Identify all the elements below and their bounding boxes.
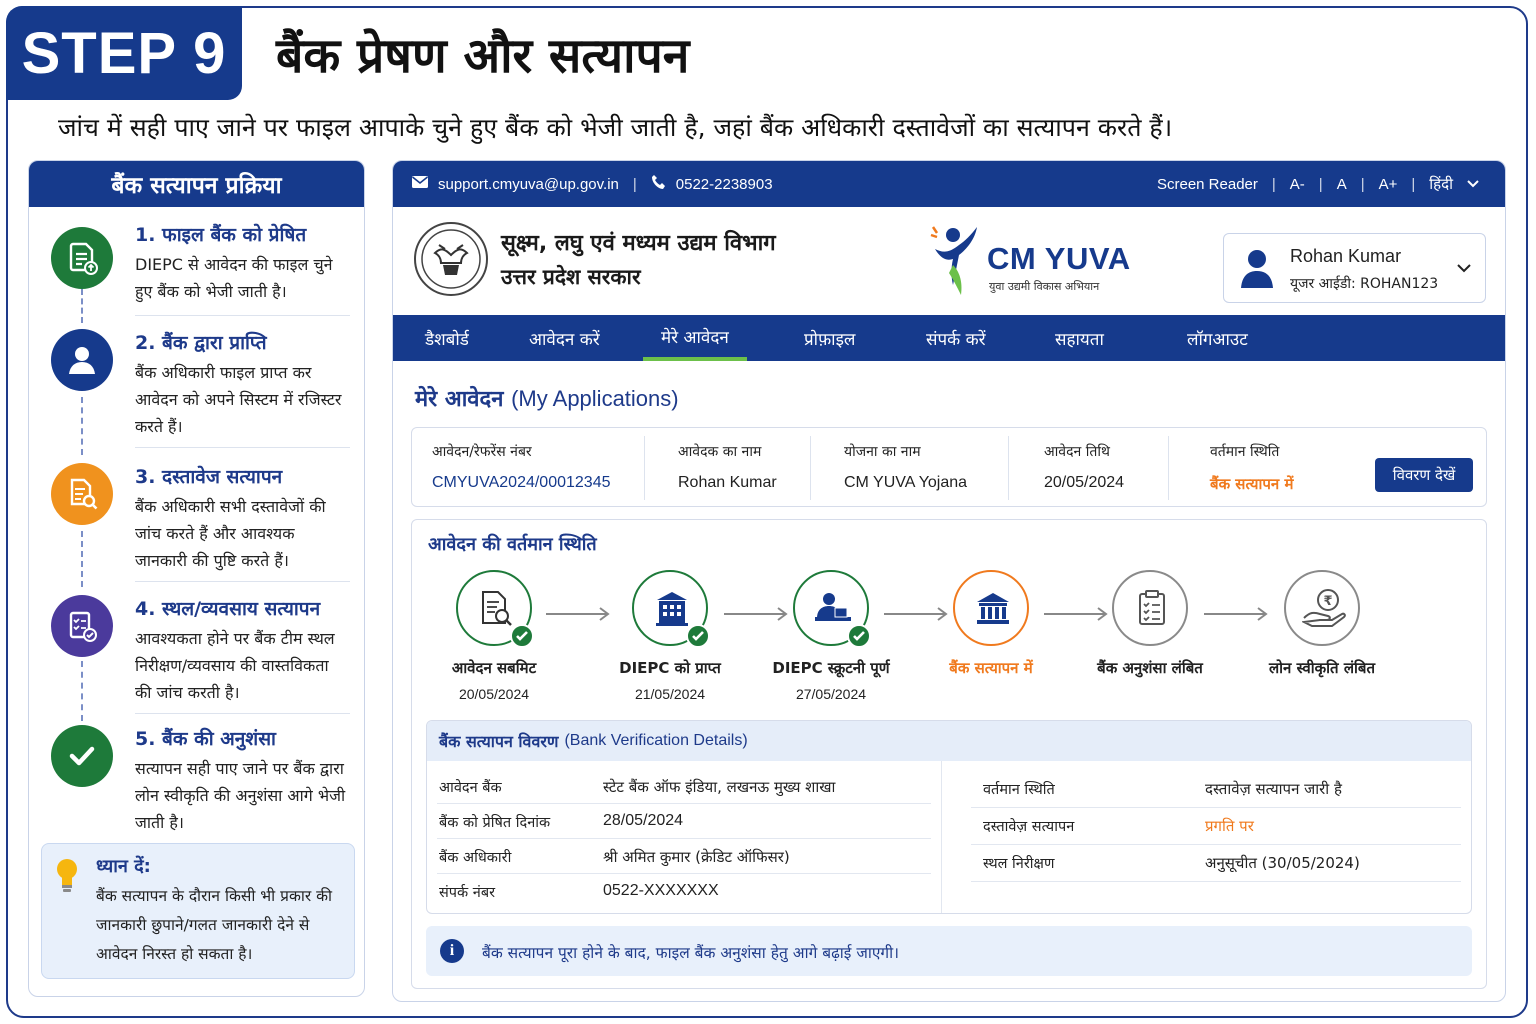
svg-text:₹: ₹ (1323, 594, 1333, 609)
note-box (41, 843, 355, 979)
name-column (658, 428, 824, 508)
bank-status-row (941, 808, 1455, 843)
font-normal-button[interactable]: A (1336, 175, 1347, 193)
divider: | (1411, 175, 1416, 193)
connector-line (81, 531, 83, 587)
divider (1168, 436, 1169, 500)
name-header: आवेदक का नाम (678, 444, 762, 460)
phone-icon (651, 174, 667, 194)
detail-key: वर्तमान स्थिति (983, 782, 1055, 798)
step-desc: आवश्यकता होने पर बैंक टीम स्थल निरीक्षण/व्यवसाय की वास्तविकता की जांच करती है। (135, 629, 335, 702)
detail-key: बैंक अधिकारी (439, 850, 512, 866)
stage-label: बैंक सत्यापन में (949, 659, 1033, 677)
scheme-name: CM YUVA Yojana (844, 474, 968, 491)
stage-label: लोन स्वीकृति लंबित (1268, 659, 1375, 677)
bank-detail-row (427, 804, 941, 839)
applicant-name: Rohan Kumar (678, 474, 777, 491)
bank-icon (973, 590, 1013, 628)
stage-scrutiny-done (793, 570, 869, 646)
officer-desk-icon (813, 590, 853, 628)
department-name: सूक्ष्म, लघु एवं मध्यम उद्यम विभाग (501, 231, 776, 256)
stage-date: 27/05/2024 (795, 686, 867, 702)
detail-key: बैंक को प्रेषित दिनांक (439, 815, 551, 831)
step-desc: सत्यापन सही पाए जाने पर बैंक द्वारा लोन स्वीकृति की अनुशंसा आगे भेजी जाती है। (135, 759, 346, 832)
divider: | (632, 175, 637, 193)
bank-details-title-english: (Bank Verification Details) (564, 732, 748, 749)
bank-detail-row (427, 874, 941, 909)
page-title-hindi: मेरे आवेदन (415, 387, 504, 412)
detail-key: दस्तावेज़ सत्यापन (983, 819, 1075, 835)
lightbulb-icon (54, 856, 80, 898)
portal-header (393, 207, 1506, 315)
ref-number[interactable]: CMYUVA2024/00012345 (432, 474, 611, 491)
nav-contact[interactable]: संपर्क करें (926, 329, 986, 350)
divider (135, 581, 350, 582)
chevron-down-icon (1457, 264, 1471, 273)
check-icon (847, 624, 871, 648)
building-icon (654, 590, 690, 628)
status-header: वर्तमान स्थिति (1210, 444, 1280, 460)
font-increase-button[interactable]: A+ (1378, 175, 1398, 193)
divider (810, 436, 811, 500)
nav-profile[interactable]: प्रोफ़ाइल (804, 329, 856, 350)
bank-process-panel (28, 160, 365, 997)
check-icon (51, 725, 113, 787)
divider (135, 447, 350, 448)
bank-details-title (427, 721, 1471, 761)
application-date: 20/05/2024 (1044, 474, 1125, 491)
ref-column (412, 428, 644, 508)
file-upload-icon (51, 227, 113, 289)
phone-link[interactable] (651, 174, 773, 194)
bank-details-title-hindi: बैंक सत्यापन विवरण (439, 732, 559, 751)
main-title: बैंक प्रेषण और सत्यापन (276, 28, 690, 84)
step-title: 2. बैंक द्वारा प्राप्ति (135, 332, 267, 354)
email-link[interactable] (411, 175, 619, 193)
detail-key: संपर्क नंबर (439, 885, 496, 901)
language-select[interactable] (1429, 174, 1479, 194)
user-menu[interactable] (1223, 233, 1486, 303)
detail-key: आवेदन बैंक (439, 780, 502, 796)
brand-title: CM YUVA (987, 241, 1131, 276)
arrow-right-icon (882, 606, 952, 622)
document-search-icon (478, 590, 514, 628)
stage-label: बैंक अनुशंसा लंबित (1097, 659, 1203, 677)
stage-diepc-received (632, 570, 708, 646)
stage-label: DIEPC स्क्रूटनी पूर्ण (772, 659, 890, 677)
bank-status-row (941, 845, 1455, 880)
nav-apply[interactable]: आवेदन करें (529, 329, 600, 350)
bank-detail-row (427, 769, 941, 804)
nav-help[interactable]: सहायता (1055, 329, 1104, 350)
brand-subtitle: युवा उद्यमी विकास अभियान (989, 280, 1100, 293)
divider: | (1271, 175, 1276, 193)
step-desc: बैंक अधिकारी सभी दस्तावेजों की जांच करते हैं और आवश्यक जानकारी की पुष्टि करते हैं। (135, 497, 326, 570)
subtitle: जांच में सही पाए जाने पर फाइल आपाके चुने हुए बैंक को भेजी जाती है, जहां बैंक अधिकारी दस्तावेजों का सत्यापन करते हैं। (58, 113, 1173, 142)
ref-header: आवेदन/रेफरेंस नंबर (432, 444, 532, 460)
portal-window (392, 160, 1506, 1002)
page-title-english: (My Applications) (511, 386, 679, 411)
divider (971, 881, 1461, 882)
detail-value: स्टेट बैंक ऑफ इंडिया, लखनऊ मुख्य शाखा (603, 778, 836, 796)
divider: | (1360, 175, 1365, 193)
stage-submitted (456, 570, 532, 646)
phone-text: 0522-2238903 (675, 175, 773, 193)
divider (1008, 436, 1009, 500)
stage-bank-verification (953, 570, 1029, 646)
info-text: बैंक सत्यापन पूरा होने के बाद, फाइल बैंक अनुशंसा हेतु आगे बढ़ाई जाएगी। (482, 944, 900, 962)
note-text: बैंक सत्यापन के दौरान किसी भी प्रकार की जानकारी छुपाने/गलत जानकारी देने से आवेदन निरस्त हो सकता है। (96, 887, 333, 963)
divider (135, 315, 350, 316)
step-title: 1. फाइल बैंक को प्रेषित (135, 224, 307, 246)
stage-bank-recommendation (1112, 570, 1188, 646)
stage-date: 21/05/2024 (634, 686, 706, 702)
detail-value: 0522-XXXXXXX (603, 882, 719, 899)
info-icon: i (440, 939, 464, 963)
arrow-right-icon (544, 606, 614, 622)
font-decrease-button[interactable]: A- (1289, 175, 1305, 193)
arrow-right-icon (722, 606, 792, 622)
top-bar (393, 161, 1505, 207)
divider (135, 713, 350, 714)
connector-line (81, 397, 83, 455)
stage-loan-approval (1284, 570, 1360, 646)
user-name: Rohan Kumar (1290, 246, 1402, 266)
stage-label: DIEPC को प्राप्त (619, 659, 721, 677)
user-avatar-icon (1240, 248, 1274, 292)
status-section-title: आवेदन की वर्तमान स्थिति (428, 534, 597, 555)
stage-label: आवेदन सबमिट (451, 659, 537, 677)
status-badge: बैंक सत्यापन में (1210, 475, 1294, 493)
check-icon (686, 624, 710, 648)
step-desc: DIEPC से आवेदन की फाइल चुने हुए बैंक को भेजी जाती है। (135, 255, 333, 301)
detail-value: प्रगति पर (1205, 817, 1254, 835)
chevron-down-icon (1467, 180, 1479, 188)
step-desc: बैंक अधिकारी फाइल प्राप्त कर आवेदन को अपने सिस्टम में रजिस्टर करते हैं। (135, 363, 342, 436)
connector-line (81, 289, 83, 323)
status-column (1190, 428, 1360, 508)
page-title (415, 383, 679, 413)
clipboard-check-icon (1134, 588, 1170, 628)
panel-title: बैंक सत्यापन प्रक्रिया (29, 161, 364, 207)
mail-icon (411, 175, 429, 193)
info-banner (426, 926, 1472, 976)
arrow-right-icon (1202, 606, 1272, 622)
connector-line (81, 661, 83, 721)
detail-value: श्री अमित कुमार (क्रेडिट ऑफिसर) (603, 848, 790, 866)
main-nav (393, 315, 1506, 361)
government-name: उत्तर प्रदेश सरकार (501, 265, 641, 289)
scheme-header: योजना का नाम (844, 444, 921, 460)
stage-date: 20/05/2024 (458, 686, 530, 702)
document-search-icon (51, 463, 113, 525)
step-title: 3. दस्तावेज सत्यापन (135, 466, 283, 488)
step-title: 5. बैंक की अनुशंसा (135, 728, 276, 750)
up-government-emblem-icon (413, 221, 489, 297)
bank-detail-row (427, 839, 941, 874)
detail-value: दस्तावेज़ सत्यापन जारी है (1205, 780, 1342, 798)
scheme-column (824, 428, 1008, 508)
detail-value: 28/05/2024 (603, 812, 684, 829)
arrow-right-icon (1042, 606, 1112, 622)
date-header: आवेदन तिथि (1044, 444, 1110, 460)
divider (644, 436, 645, 500)
bank-verification-details (426, 720, 1472, 914)
user-id: यूजर आईडी: ROHAN123 (1290, 276, 1439, 292)
divider: | (1318, 175, 1323, 193)
language-label: हिंदी (1429, 175, 1453, 193)
note-title: ध्यान दें: (96, 856, 151, 877)
detail-value: अनुसूचीत (30/05/2024) (1205, 854, 1360, 872)
application-status-card (411, 519, 1487, 989)
user-icon (51, 329, 113, 391)
date-column (1024, 428, 1166, 508)
nav-dashboard[interactable]: डैशबोर्ड (425, 329, 469, 350)
screen-reader-link[interactable]: Screen Reader (1156, 175, 1258, 193)
rupee-hand-icon (1302, 588, 1346, 628)
step-badge: STEP 9 (6, 6, 242, 100)
checklist-icon (51, 595, 113, 657)
check-icon (510, 624, 534, 648)
detail-key: स्थल निरीक्षण (983, 856, 1055, 872)
email-text: support.cmyuva@up.gov.in (438, 175, 619, 193)
application-summary-card (411, 427, 1487, 507)
nav-logout[interactable]: लॉगआउट (1187, 329, 1248, 350)
step-title: 4. स्थल/व्यवसाय सत्यापन (135, 598, 321, 620)
nav-my-applications[interactable]: मेरे आवेदन (643, 315, 747, 361)
bank-status-row (941, 771, 1455, 806)
view-details-button[interactable]: विवरण देखें (1375, 458, 1473, 492)
